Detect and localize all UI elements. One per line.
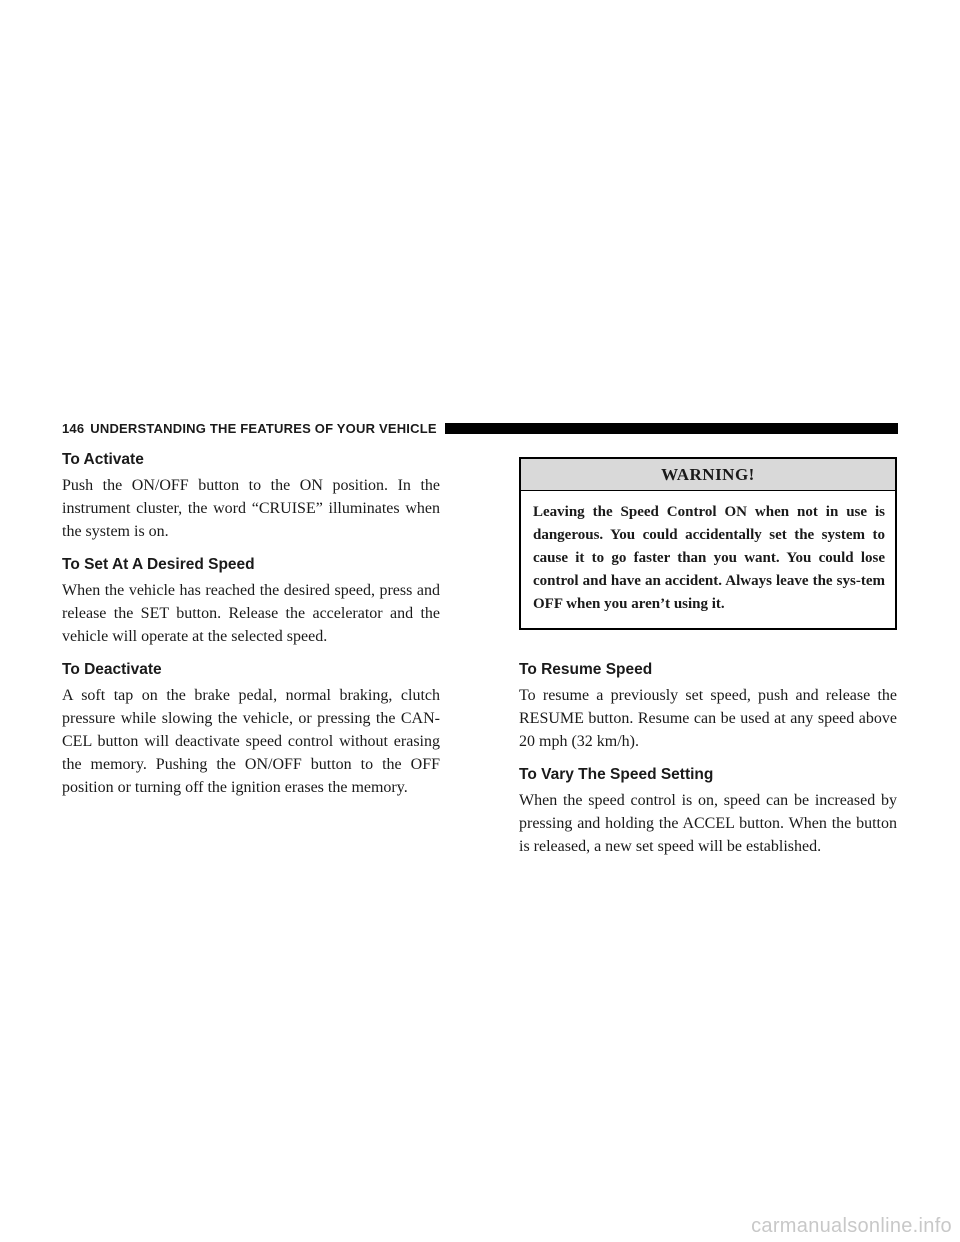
right-column (519, 453, 897, 870)
page-header (62, 417, 898, 439)
section-heading: To Activate (62, 451, 144, 468)
section-body: Push the ON/OFF button to the ON position. In the instrument cluster, the word “CRUISE” illuminates when the system is on. (62, 477, 440, 540)
section-to-set-desired-speed (62, 555, 440, 648)
section-heading: To Vary The Speed Setting (519, 766, 714, 783)
warning-title: WARNING! (521, 459, 895, 491)
section-to-deactivate (62, 660, 440, 799)
header-rule (445, 423, 898, 434)
section-title: UNDERSTANDING THE FEATURES OF YOUR VEHICLE (90, 420, 437, 436)
left-column (62, 450, 440, 811)
section-to-activate (62, 450, 440, 543)
section-to-vary-speed-setting (519, 765, 897, 858)
page-number: 146 (62, 420, 85, 436)
section-body: To resume a previously set speed, push and release the RESUME button. Resume can be used at any speed above 20 mph (32 km/h). (519, 687, 897, 750)
section-body: When the speed control is on, speed can be increased by pressing and holding the ACCEL button. When the button is released, a new set speed will be established. (519, 792, 897, 855)
section-body: When the vehicle has reached the desired speed, press and release the SET button. Release the accelerator and the vehicle will operate at the selected speed. (62, 582, 440, 645)
warning-text: Leaving the Speed Control ON when not in use is dangerous. You could accidentally set the system to cause it to go faster than you want. You could lose control and have an accident. Always leave the sys-tem OFF when you aren’t using it. (533, 504, 885, 612)
section-to-resume-speed (519, 660, 897, 753)
warning-box (519, 457, 897, 630)
section-heading: To Set At A Desired Speed (62, 556, 255, 573)
section-heading: To Deactivate (62, 661, 162, 678)
section-heading: To Resume Speed (519, 661, 653, 678)
section-body: A soft tap on the brake pedal, normal braking, clutch pressure while slowing the vehicle, or pressing the CAN-CEL button will deactivate speed control without erasing the memory. Pushing the ON/OFF button to the OFF position or turning off the ignition erases the memory. (62, 687, 440, 796)
watermark: carmanualsonline.info (751, 1215, 952, 1237)
